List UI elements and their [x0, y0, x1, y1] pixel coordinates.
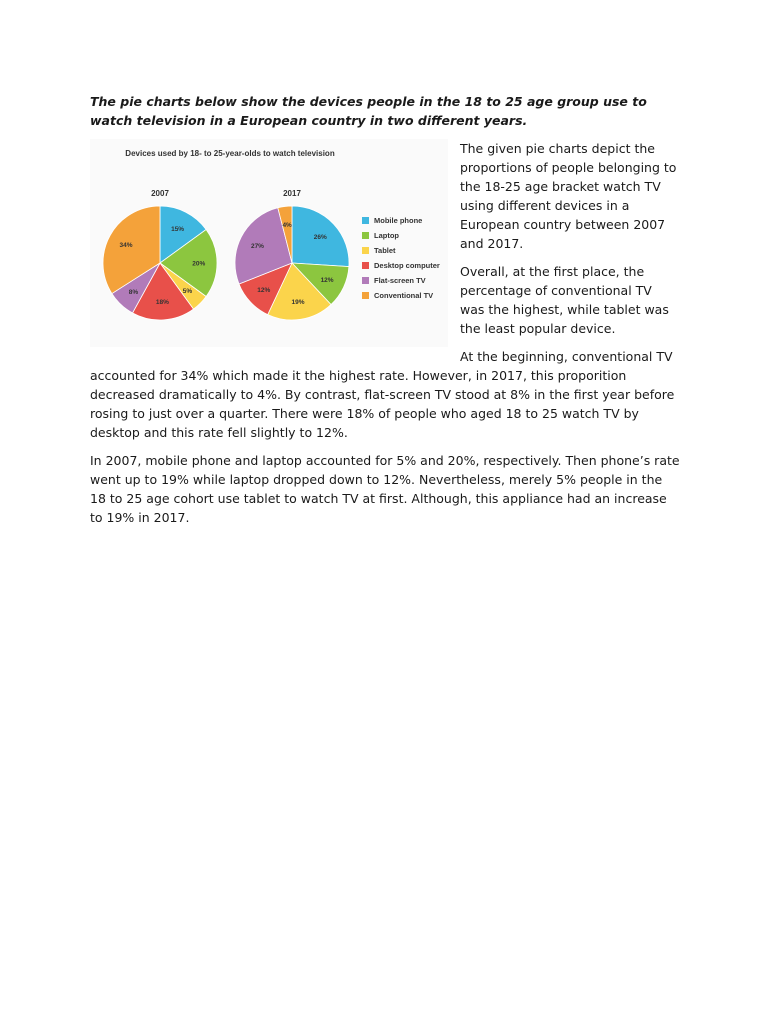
pie-slice-label: 12%	[257, 287, 271, 295]
legend-label: Tablet	[374, 246, 396, 255]
legend-label: Conventional TV	[374, 291, 434, 300]
pie-year-label: 2007	[151, 189, 169, 198]
pie-slice-label: 18%	[155, 299, 169, 307]
pie-slice-label: 12%	[320, 277, 334, 285]
pie-2007	[103, 189, 217, 320]
paragraph-body-2: In 2007, mobile phone and laptop accounted for 5% and 20%, respectively. Then phone’s rate went up to 19% while laptop dropped down to 12%. Nevertheless, merely 5% people in the 18 to 25 age cohort use tablet to watch TV at first. Although, this appliance had an increase to 19% in 2017.	[90, 453, 680, 525]
pies-group	[103, 189, 349, 320]
pie-slice-label: 5%	[182, 287, 193, 295]
pie-slice-label: 4%	[282, 222, 292, 230]
paragraph-overview: Overall, at the first place, the percentage of conventional TV was the highest, while tablet was the least popular device.	[460, 264, 669, 336]
legend-swatch	[362, 247, 369, 254]
legend-label: Flat-screen TV	[374, 276, 426, 285]
legend-swatch	[362, 232, 369, 239]
legend-label: Desktop computer	[374, 261, 440, 270]
legend-swatch	[362, 277, 369, 284]
pie-2017	[235, 189, 349, 320]
pie-slice-label: 8%	[128, 288, 139, 296]
legend-swatch	[362, 262, 369, 269]
legend-swatch	[362, 292, 369, 299]
legend-swatch	[362, 217, 369, 224]
chart-title: Devices used by 18- to 25-year-olds to watch television	[125, 149, 335, 158]
pie-slice-label: 15%	[171, 225, 185, 233]
paragraph-intro: The given pie charts depict the proportions of people belonging to the 18-25 age bracket watch TV using different devices in a European country between 2007 and 2017.	[460, 141, 677, 251]
pie-slice-label: 20%	[192, 260, 206, 268]
pie-slice-label: 27%	[250, 242, 264, 250]
pie-slice-label: 34%	[119, 241, 133, 249]
pie-slice-label: 26%	[313, 233, 327, 241]
legend-label: Laptop	[374, 231, 399, 240]
document-page	[90, 92, 680, 536]
pie-chart-svg	[90, 139, 448, 347]
pie-year-label: 2017	[283, 189, 301, 198]
chart-legend	[362, 216, 440, 300]
pie-slice-label: 19%	[291, 298, 305, 306]
paragraph-body-1: At the beginning, conventional TV accounted for 34% which made it the highest rate. However, in 2017, this proporition decreased dramatically to 4%. By contrast, flat-screen TV stood at 8% in the first year before rosing to just over a quarter. There were 18% of people who aged 18 to 25 watch TV by desktop and this rate fell slightly to 12%.	[90, 349, 675, 440]
task-heading: The pie charts below show the devices people in the 18 to 25 age group use to watch television in a European country in two different years.	[90, 94, 647, 128]
pie-chart-figure	[90, 139, 448, 347]
legend-label: Mobile phone	[374, 216, 423, 225]
